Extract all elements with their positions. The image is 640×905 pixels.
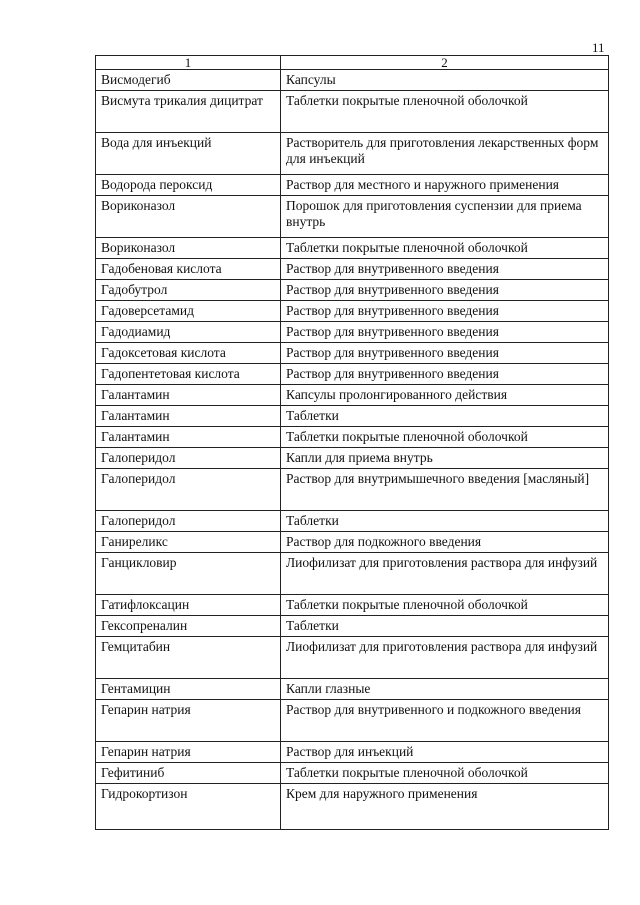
dosage-form-cell: Лиофилизат для приготовления раствора для инфузий (281, 553, 609, 595)
table-row (96, 301, 609, 322)
dosage-form-cell: Лиофилизат для приготовления раствора для инфузий (281, 637, 609, 679)
drug-name-cell: Гадоверсетамид (96, 301, 281, 322)
drug-name-cell: Гадобутрол (96, 280, 281, 301)
drug-name-cell: Галантамин (96, 427, 281, 448)
dosage-form-cell: Раствор для внутривенного введения (281, 259, 609, 280)
dosage-form-cell: Капсулы пролонгированного действия (281, 385, 609, 406)
dosage-form-cell: Таблетки покрытые пленочной оболочкой (281, 595, 609, 616)
drug-name-cell: Висмодегиб (96, 70, 281, 91)
drug-name-cell: Гемцитабин (96, 637, 281, 679)
dosage-form-cell: Раствор для внутривенного и подкожного введения (281, 700, 609, 742)
table-row (96, 238, 609, 259)
drug-name-cell: Галантамин (96, 385, 281, 406)
dosage-form-cell: Капли для приема внутрь (281, 448, 609, 469)
table-row (96, 133, 609, 175)
table-row (96, 532, 609, 553)
table-row (96, 91, 609, 133)
dosage-form-cell: Раствор для внутримышечного введения [масляный] (281, 469, 609, 511)
table-row (96, 175, 609, 196)
dosage-form-cell: Раствор для внутривенного введения (281, 301, 609, 322)
drug-name-cell: Вориконазол (96, 196, 281, 238)
drug-name-cell: Гадопентетовая кислота (96, 364, 281, 385)
table-row (96, 280, 609, 301)
drug-name-cell: Гадобеновая кислота (96, 259, 281, 280)
table-row (96, 196, 609, 238)
drug-name-cell: Галоперидол (96, 469, 281, 511)
dosage-form-cell: Капсулы (281, 70, 609, 91)
drug-name-cell: Ганиреликс (96, 532, 281, 553)
table-row (96, 385, 609, 406)
drug-name-cell: Гепарин натрия (96, 700, 281, 742)
dosage-form-cell: Раствор для инъекций (281, 742, 609, 763)
drug-name-cell: Гепарин натрия (96, 742, 281, 763)
dosage-form-cell: Крем для наружного применения (281, 784, 609, 830)
table-row (96, 70, 609, 91)
table-row (96, 322, 609, 343)
drug-name-cell: Гадодиамид (96, 322, 281, 343)
dosage-form-cell: Раствор для внутривенного введения (281, 322, 609, 343)
dosage-form-cell: Раствор для местного и наружного применения (281, 175, 609, 196)
drug-name-cell: Гадоксетовая кислота (96, 343, 281, 364)
table-row (96, 259, 609, 280)
drug-name-cell: Гентамицин (96, 679, 281, 700)
dosage-form-cell: Растворитель для приготовления лекарственных форм для инъекций (281, 133, 609, 175)
dosage-form-cell: Таблетки покрытые пленочной оболочкой (281, 238, 609, 259)
table-row (96, 427, 609, 448)
drug-forms-table (95, 55, 609, 830)
table-row (96, 616, 609, 637)
column-header-2: 2 (281, 56, 609, 70)
table-row (96, 343, 609, 364)
dosage-form-cell: Раствор для внутривенного введения (281, 280, 609, 301)
dosage-form-cell: Таблетки покрытые пленочной оболочкой (281, 427, 609, 448)
table-row (96, 784, 609, 830)
table-row (96, 448, 609, 469)
drug-name-cell: Висмута трикалия дицитрат (96, 91, 281, 133)
drug-name-cell: Галантамин (96, 406, 281, 427)
dosage-form-cell: Раствор для внутривенного введения (281, 343, 609, 364)
drug-name-cell: Вориконазол (96, 238, 281, 259)
drug-name-cell: Гидрокортизон (96, 784, 281, 830)
table-row (96, 679, 609, 700)
drug-name-cell: Ганцикловир (96, 553, 281, 595)
table-row (96, 553, 609, 595)
table-row (96, 406, 609, 427)
dosage-form-cell: Таблетки покрытые пленочной оболочкой (281, 91, 609, 133)
dosage-form-cell: Таблетки (281, 406, 609, 427)
page-number: 11 (592, 40, 605, 55)
table-row (96, 595, 609, 616)
table-row (96, 763, 609, 784)
table-row (96, 511, 609, 532)
table-row (96, 700, 609, 742)
dosage-form-cell: Таблетки (281, 616, 609, 637)
table-row (96, 637, 609, 679)
drug-name-cell: Гефитиниб (96, 763, 281, 784)
dosage-form-cell: Капли глазные (281, 679, 609, 700)
drug-name-cell: Галоперидол (96, 448, 281, 469)
table-row (96, 742, 609, 763)
table-header-row (96, 56, 609, 70)
dosage-form-cell: Раствор для внутривенного введения (281, 364, 609, 385)
table-row (96, 469, 609, 511)
drug-name-cell: Гексопреналин (96, 616, 281, 637)
drug-name-cell: Галоперидол (96, 511, 281, 532)
drug-name-cell: Гатифлоксацин (96, 595, 281, 616)
dosage-form-cell: Раствор для подкожного введения (281, 532, 609, 553)
column-header-1: 1 (96, 56, 281, 70)
table-row (96, 364, 609, 385)
dosage-form-cell: Таблетки (281, 511, 609, 532)
dosage-form-cell: Таблетки покрытые пленочной оболочкой (281, 763, 609, 784)
drug-name-cell: Вода для инъекций (96, 133, 281, 175)
dosage-form-cell: Порошок для приготовления суспензии для приема внутрь (281, 196, 609, 238)
drug-name-cell: Водорода пероксид (96, 175, 281, 196)
